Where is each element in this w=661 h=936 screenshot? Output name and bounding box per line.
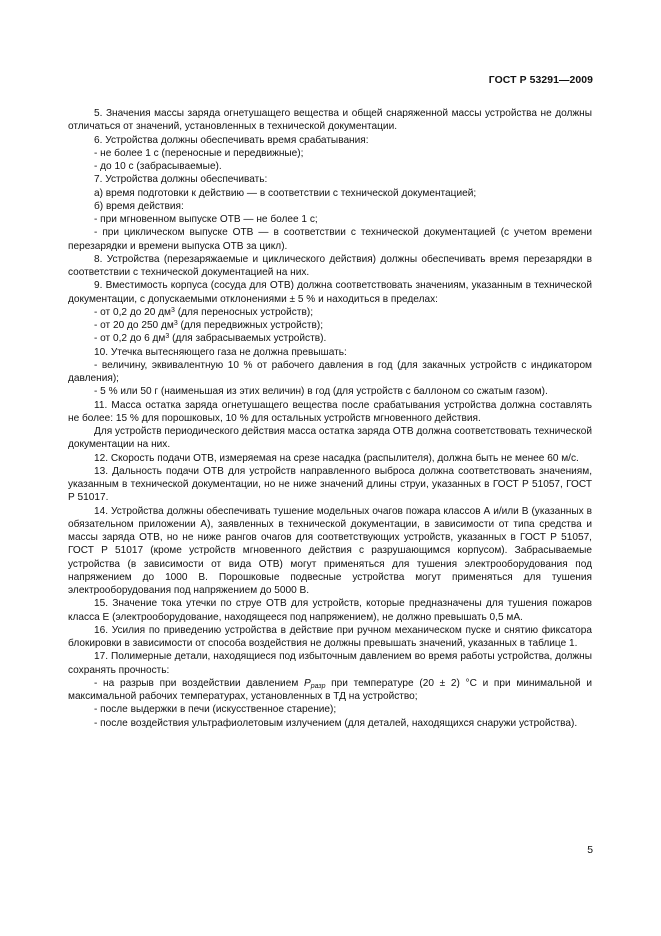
superscript: 3 <box>173 320 178 327</box>
paragraph-8 <box>68 253 592 280</box>
paragraph-tail: (для передвижных устройств); <box>177 320 324 331</box>
paragraph-text: - на разрыв при воздействии давлением <box>94 677 304 689</box>
list-item <box>68 703 592 716</box>
paragraph-6 <box>68 134 592 147</box>
paragraph-text: 17. Полимерные детали, находящиеся под избыточным давлением во время работы устройства, должны сохранять прочность: <box>68 651 592 676</box>
paragraph-text: 16. Усилия по приведению устройства в действие при ручном механическом пуске и снятию фиксатора блокировки в зависимости от способа воздействия не должны превышать значений, указанных в таблице 1. <box>68 624 592 649</box>
document-body <box>68 107 592 730</box>
paragraph-text: - от 0,2 до 6 дм <box>94 333 166 345</box>
paragraph-text: - 5 % или 50 г (наименьшая из этих величин) в год (для устройств с баллоном со сжатым газом). <box>94 386 548 398</box>
paragraph-text: - после выдержки в печи (искусственное старение); <box>94 704 337 716</box>
paragraph-text: 14. Устройства должны обеспечивать тушение модельных очагов пожара классов А и/или В (указанных в обязательном приложении А), заявленных в технической документации, в зависимости от типа средства и массы заряда ОТВ, но не ниже рангов очагов для соответствующих устройств, указанных в ГОСТ Р 51057, ГОСТ Р 51017 (кроме устройств мгновенного действия с разрушающимся корпусом). Забрасываемые устройства (в зависимости от вида ОТВ) могут применяться для тушения электрооборудования под напряжением до 1000 В. Порошковые подвесные устройства могут применяться для тушения электрооборудования под напряжением до 5000 В. <box>68 505 592 596</box>
paragraph-13 <box>68 465 592 505</box>
list-item <box>68 306 592 319</box>
list-item <box>68 359 592 386</box>
list-item <box>68 332 592 345</box>
page-number: 5 <box>587 845 593 856</box>
list-item <box>68 677 592 704</box>
list-item <box>68 160 592 173</box>
paragraph-text: а) время подготовки к действию — в соответствии с технической документацией; <box>94 187 477 199</box>
paragraph-tail: (для забрасываемых устройств). <box>169 333 327 345</box>
list-item <box>68 319 592 332</box>
pressure-subscript: разр <box>310 682 326 690</box>
paragraph-text: 10. Утечка вытесняющего газа не должна превышать: <box>94 346 347 358</box>
paragraph-text: - до 10 с (забрасываемые). <box>94 161 222 172</box>
paragraph-text: 15. Значение тока утечки по струе ОТВ для устройств, которые предназначены для тушения пожаров класса Е (электрооборудование, находящееся под напряжением), не должно превышать 0,5 мА. <box>68 598 592 623</box>
paragraph-text: - величину, эквивалентную 10 % от рабочего давления в год (для закачных устройств с индикатором давления); <box>68 359 592 384</box>
paragraph-14 <box>68 505 592 598</box>
list-item <box>68 226 592 253</box>
paragraph-text: 8. Устройства (перезаряжаемые и циклического действия) должны обеспечивать время перезарядки в соответствии с технической документацией на них. <box>68 253 592 278</box>
superscript: 3 <box>171 306 175 314</box>
paragraph-text: - не более 1 с (переносные и передвижные); <box>94 147 304 159</box>
list-item <box>68 187 592 200</box>
superscript: 3 <box>165 333 170 341</box>
paragraph-text: - от 0,2 до 20 дм <box>94 306 171 318</box>
paragraph-text: 11. Масса остатка заряда огнетушащего вещества после срабатывания устройства должна составлять не более: 15 % для порошковых, 10 % для остальных устройств мгновенного действия. <box>68 399 592 424</box>
standard-header: ГОСТ Р 53291—2009 <box>488 75 593 86</box>
paragraph-text: - после воздействия ультрафиолетовым излучением (для деталей, находящихся снаружи устройства). <box>94 717 578 729</box>
paragraph-text: 9. Вместимость корпуса (сосуда для ОТВ) должна соответствовать значениям, указанным в технической документации, с допускаемыми отклонениями ± 5 % и находиться в пределах: <box>68 280 592 305</box>
pressure-symbol: P <box>303 677 311 689</box>
list-item <box>68 147 592 160</box>
list-item <box>68 385 592 398</box>
paragraph-7 <box>68 173 592 186</box>
paragraph-16 <box>68 624 592 651</box>
paragraph-text: 7. Устройства должны обеспечивать: <box>94 174 268 186</box>
paragraph-tail: при температуре (20 ± 2) °С и при минимальной и максимальной рабочих температурах, установленных в ТД на устройство; <box>68 677 592 702</box>
paragraph-text: - при мгновенном выпуске ОТВ — не более 1 с; <box>94 214 318 225</box>
paragraph-9 <box>68 279 592 306</box>
paragraph-11-note <box>68 425 592 452</box>
paragraph-11 <box>68 399 592 426</box>
paragraph-5 <box>68 107 592 134</box>
paragraph-12 <box>68 452 592 465</box>
paragraph-text: - от 20 до 250 дм <box>94 320 174 331</box>
paragraph-text: 13. Дальность подачи ОТВ для устройств направленного выброса должна соответствовать значениям, указанным в технической документации, но не ниже значений длины струи, указанных в ГОСТ Р 51057, ГОСТ Р 51017. <box>68 465 592 504</box>
list-item <box>68 213 592 226</box>
list-item <box>68 200 592 213</box>
paragraph-10 <box>68 346 592 359</box>
paragraph-15 <box>68 597 592 624</box>
paragraph-17 <box>68 650 592 677</box>
paragraph-text: 12. Скорость подачи ОТВ, измеряемая на срезе насадка (распылителя), должна быть не менее 60 м/с. <box>94 452 579 464</box>
paragraph-text: 5. Значения массы заряда огнетушащего вещества и общей снаряженной массы устройства не должны отличаться от значений, установленных в технической документации. <box>68 108 592 133</box>
paragraph-text: Для устройств периодического действия масса остатка заряда ОТВ должна соответствовать технической документации на них. <box>68 426 592 451</box>
paragraph-text: б) время действия: <box>94 200 184 212</box>
paragraph-tail: (для переносных устройств); <box>174 306 314 318</box>
paragraph-text: - при циклическом выпуске ОТВ — в соответствии с технической документацией (с учетом времени перезарядки и времени выпуска ОТВ за цикл). <box>68 227 592 252</box>
paragraph-text: 6. Устройства должны обеспечивать время срабатывания: <box>94 134 369 146</box>
list-item <box>68 717 592 730</box>
